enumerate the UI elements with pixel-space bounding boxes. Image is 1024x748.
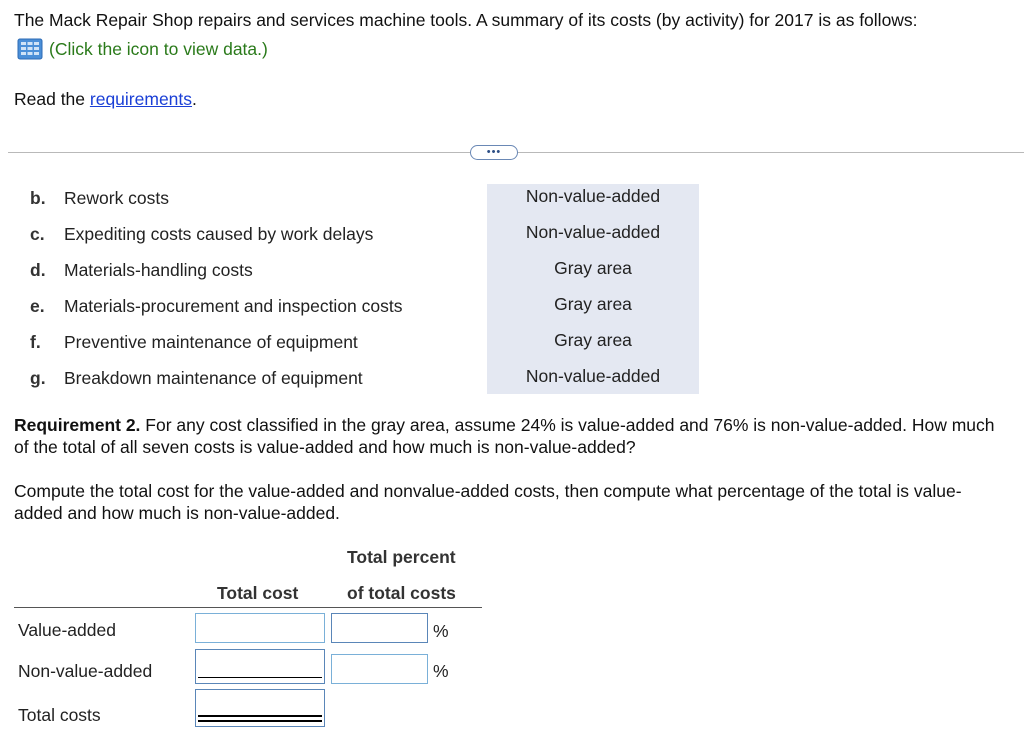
item-classification: Non-value-added [525,222,661,242]
table-header-rule [14,607,482,608]
list-item [30,366,363,390]
value-added-percent-input[interactable] [331,613,428,643]
read-prefix: Read the [14,89,90,109]
item-letter: g. [30,367,46,388]
row-label-value-added: Value-added [18,620,116,640]
view-data-label[interactable]: (Click the icon to view data.) [49,38,268,59]
item-description: Expediting costs caused by work delays [64,223,374,244]
non-value-added-percent-input[interactable] [331,654,428,684]
item-letter: d. [30,259,46,280]
item-description: Breakdown maintenance of equipment [64,367,363,388]
value-added-cost-input[interactable] [195,613,325,643]
read-suffix: . [192,89,197,109]
item-classification: Non-value-added [525,186,661,206]
non-value-added-cost-input[interactable] [195,649,325,684]
compute-instructions: Compute the total cost for the value-added and nonvalue-added costs, then compute what percentage of the total is value-added and how much is non-value-added. [14,481,962,523]
double-underline-top [198,715,322,717]
item-classification: Gray area [554,294,632,314]
list-item [30,330,358,354]
list-item [30,294,403,318]
item-letter: c. [30,223,45,244]
double-underline-bottom [198,720,322,722]
item-classification: Gray area [554,330,632,350]
requirement-2-body: For any cost classified in the gray area, assume 24% is value-added and 76% is non-value-added. How much of the total of all seven costs is value-added and how much is non-value-added? [14,415,995,457]
item-description: Materials-procurement and inspection costs [64,295,403,316]
expand-more-button[interactable]: ••• [470,145,518,160]
item-classification: Non-value-added [525,366,661,386]
requirement-2-text [14,414,1004,458]
list-item [30,186,169,210]
row-label-total-costs: Total costs [18,705,101,725]
item-description: Preventive maintenance of equipment [64,331,358,352]
item-letter: e. [30,295,45,316]
item-description: Materials-handling costs [64,259,253,280]
header-of-total-costs: of total costs [347,583,456,603]
row-label-non-value-added: Non-value-added [18,661,153,681]
item-classification: Gray area [554,258,632,278]
intro-text: The Mack Repair Shop repairs and services machine tools. A summary of its costs (by activity) for 2017 is as follows: [14,10,918,30]
list-item [30,222,373,246]
read-requirements [14,89,197,110]
requirement-2-label: Requirement 2. [14,415,141,435]
header-total-percent: Total percent [347,547,456,567]
item-letter: b. [30,187,46,208]
classification-background [487,184,699,394]
single-underline [198,677,322,678]
item-letter: f. [30,331,41,352]
requirements-link[interactable]: requirements [89,89,193,109]
list-item [30,258,253,282]
view-data-link[interactable] [17,38,268,60]
percent-sign: % [433,661,449,681]
percent-sign: % [433,621,449,641]
item-description: Rework costs [64,187,170,208]
table-grid-icon[interactable] [17,38,43,60]
header-total-cost: Total cost [217,583,299,603]
